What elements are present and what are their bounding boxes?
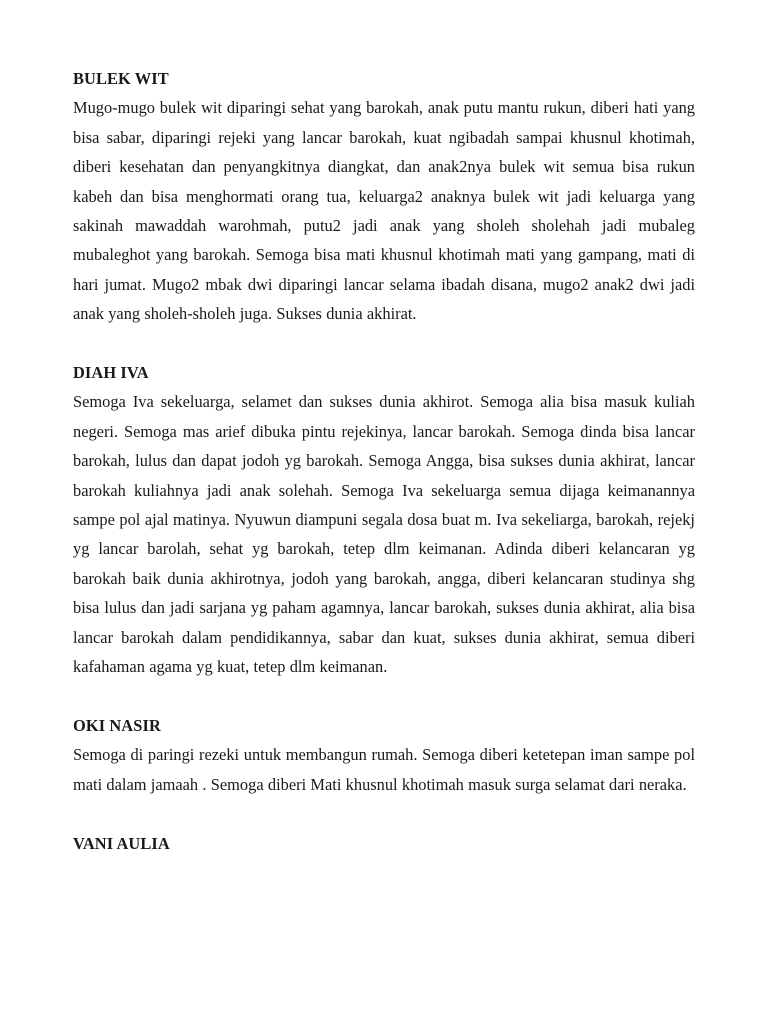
section-paragraph: Semoga di paringi rezeki untuk membangun rumah. Semoga diberi ketetepan iman sampe pol mati dalam jamaah . Semoga diberi Mati khusnul khotimah masuk surga selamat dari neraka. [73,745,695,794]
section-diah-iva [73,358,695,681]
section-spacer [73,682,695,711]
section-spacer [73,799,695,828]
section-heading: OKI NASIR [73,715,161,735]
section-heading: VANI AULIA [73,833,170,853]
section-paragraph: Semoga Iva sekeluarga, selamet dan sukses dunia akhirot. Semoga alia bisa masuk kuliah negeri. Semoga mas arief dibuka pintu rejekinya, lancar barokah. Semoga dinda bisa lancar barokah, lulus dan dapat jodoh yg barokah. Semoga Angga, bisa sukses dunia akhirat, lancar barokah kuliahnya jadi anak solehah. Semoga Iva sekeluarga semua dijaga keimanannya sampe pol ajal matinya. Nyuwun diampuni segala dosa buat m. Iva sekeliarga, barokah, rejekj yg lancar barolah, sehat yg barokah, tetep dlm keimanan. Adinda diberi kelancaran yg barokah baik dunia akhirotnya, jodoh yang barokah, angga, diberi kelancaran studinya shg bisa lulus dan jadi sarjana yg paham agamnya, lancar barokah, sukses dunia akhirat, alia bisa lancar barokah dalam pendidikannya, sabar dan kuat, sukses dunia akhirat, semua diberi kafahaman agama yg kuat, tetep dlm keimanan. [73,392,695,677]
document-page [73,64,695,858]
section-vani-aulia [73,829,695,858]
section-heading: DIAH IVA [73,363,149,383]
section-spacer [73,329,695,358]
section-paragraph: Mugo-mugo bulek wit diparingi sehat yang barokah, anak putu mantu rukun, diberi hati yang bisa sabar, diparingi rejeki yang lancar barokah, kuat ngibadah sampai khusnul khotimah, diberi kesehatan dan penyangkitnya diangkat, dan anak2nya bulek wit semua bisa rukun kabeh dan bisa menghormati orang tua, keluarga2 anaknya bulek wit jadi keluarga yang sakinah mawaddah warohmah, putu2 jadi anak yang sholeh sholehah jadi mubaleg mubaleghot yang barokah. Semoga bisa mati khusnul khotimah mati yang gampang, mati di hari jumat. Mugo2 mbak dwi diparingi lancar selama ibadah disana, mugo2 anak2 dwi jadi anak yang sholeh-sholeh juga. Sukses dunia akhirat. [73,98,695,324]
section-heading: BULEK WIT [73,69,169,88]
section-bulek-wit [73,64,695,329]
section-oki-nasir [73,711,695,799]
